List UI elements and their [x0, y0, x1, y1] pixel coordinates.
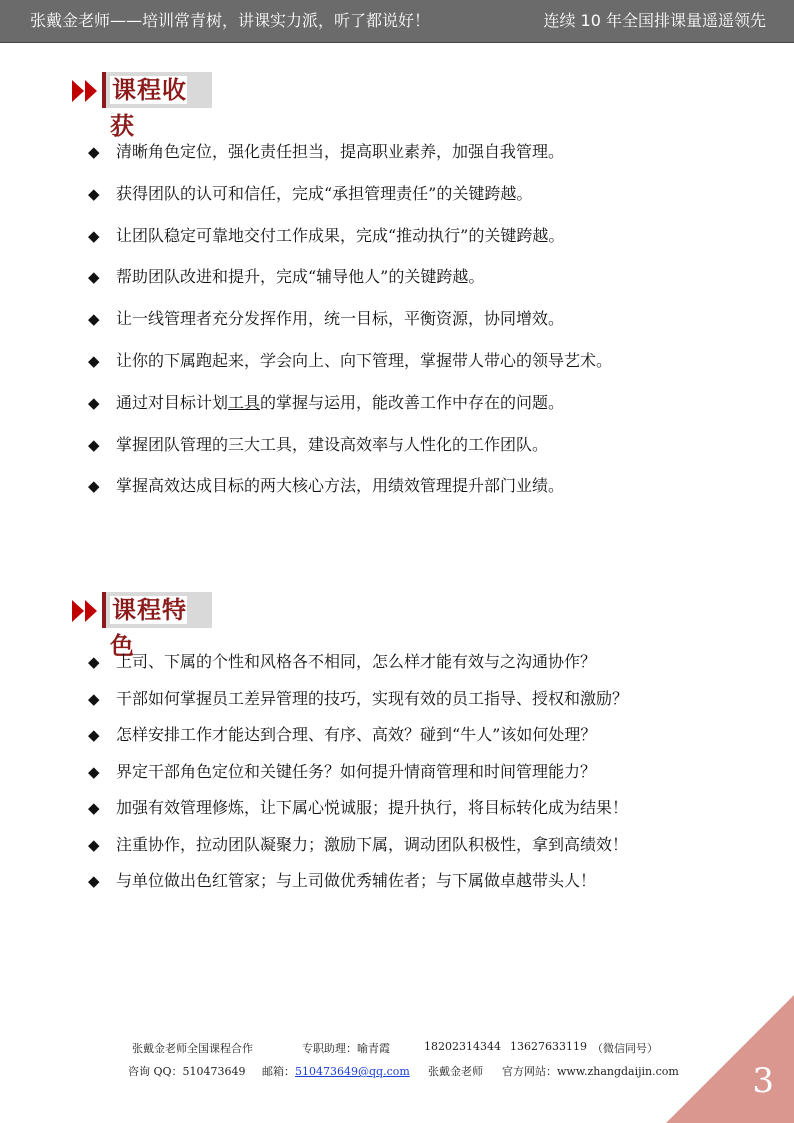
footer-website: 官方网站：www.zhangdaijin.com	[502, 1065, 679, 1078]
list-item: ◆ 注重协作，拉动团队凝聚力；激励下属，调动团队积极性，拿到高绩效！	[88, 833, 628, 870]
list-item: ◆ 通过对目标计划工具的掌握与运用，能改善工作中存在的问题。	[88, 391, 612, 433]
footer-qq: 咨询 QQ：510473649	[128, 1065, 246, 1078]
features-list	[88, 650, 628, 906]
diamond-bullet-icon: ◆	[88, 762, 100, 781]
list-item: ◆ 加强有效管理修炼，让下属心悦诚服；提升执行，将目标转化成为结果！	[88, 796, 628, 833]
top-banner	[0, 0, 794, 43]
footer-wechat-note: （微信同号）	[592, 1042, 658, 1055]
list-item: ◆ 上司、下属的个性和风格各不相同，怎么样才能有效与之沟通协作？	[88, 650, 628, 687]
diamond-bullet-icon: ◆	[88, 184, 100, 203]
list-item: ◆ 让你的下属跑起来，学会向上、向下管理，掌握带人带心的领导艺术。	[88, 349, 612, 391]
list-item: ◆ 让一线管理者充分发挥作用，统一目标，平衡资源，协同增效。	[88, 307, 612, 349]
footer-phone-2: 13627633119	[510, 1040, 587, 1053]
double-arrow-icon	[72, 80, 100, 102]
banner-slogan: 张戴金老师——培训常青树，讲课实力派，听了都说好！	[30, 11, 431, 30]
diamond-bullet-icon: ◆	[88, 310, 100, 329]
underlined-term: 工具	[228, 392, 261, 412]
section-title: 课程收获	[110, 76, 187, 140]
diamond-bullet-icon: ◆	[88, 653, 100, 671]
diamond-bullet-icon: ◆	[88, 726, 100, 744]
diamond-bullet-icon: ◆	[88, 872, 100, 890]
footer-teacher: 张戴金老师	[428, 1065, 483, 1078]
diamond-bullet-icon: ◆	[88, 689, 100, 708]
corner-decoration	[666, 995, 794, 1123]
list-item: ◆ 与单位做出色红管家；与上司做优秀辅佐者；与下属做卓越带头人！	[88, 869, 628, 906]
list-item: ◆ 干部如何掌握员工差异管理的技巧，实现有效的员工指导、授权和激励？	[88, 687, 628, 724]
list-item: ◆ 帮助团队改进和提升，完成“辅导他人”的关键跨越。	[88, 265, 612, 307]
diamond-bullet-icon: ◆	[88, 143, 100, 161]
page-number: 3	[752, 1061, 774, 1101]
footer-phone-1: 18202314344	[424, 1040, 501, 1053]
footer-email: 邮箱：510473649@qq.com	[262, 1065, 410, 1078]
diamond-bullet-icon: ◆	[88, 835, 100, 854]
banner-ranking: 连续 10 年全国排课量遥遥领先	[543, 11, 766, 30]
gains-list	[88, 140, 612, 516]
list-item: ◆ 掌握高效达成目标的两大核心方法，用绩效管理提升部门业绩。	[88, 474, 612, 516]
section-title-box	[102, 592, 212, 660]
section-title-box	[102, 72, 212, 140]
list-item: ◆ 界定干部角色定位和关键任务？如何提升情商管理和时间管理能力？	[88, 760, 628, 797]
list-item: ◆ 让团队稳定可靠地交付工作成果，完成“推动执行”的关键跨越。	[88, 224, 612, 266]
list-item: ◆ 清晰角色定位，强化责任担当，提高职业素养，加强自我管理。	[88, 140, 612, 182]
footer-assistant: 专职助理：喻青霞	[302, 1042, 390, 1055]
email-link[interactable]: 510473649@qq.com	[295, 1065, 410, 1078]
list-item: ◆ 获得团队的认可和信任，完成“承担管理责任”的关键跨越。	[88, 182, 612, 224]
diamond-bullet-icon: ◆	[88, 268, 100, 287]
section-heading-features	[72, 592, 224, 660]
diamond-bullet-icon: ◆	[88, 351, 100, 370]
footer-cooperation: 张戴金老师全国课程合作	[132, 1042, 253, 1055]
diamond-bullet-icon: ◆	[88, 477, 100, 496]
diamond-bullet-icon: ◆	[88, 435, 100, 454]
list-item: ◆ 怎样安排工作才能达到合理、有序、高效？碰到“牛人”该如何处理？	[88, 723, 628, 760]
list-item: ◆ 掌握团队管理的三大工具，建设高效率与人性化的工作团队。	[88, 433, 612, 475]
section-heading-gains	[72, 72, 224, 140]
section-title: 课程特色	[110, 596, 187, 660]
diamond-bullet-icon: ◆	[88, 799, 100, 817]
diamond-bullet-icon: ◆	[88, 393, 100, 412]
diamond-bullet-icon: ◆	[88, 226, 100, 245]
double-arrow-icon	[72, 600, 100, 622]
